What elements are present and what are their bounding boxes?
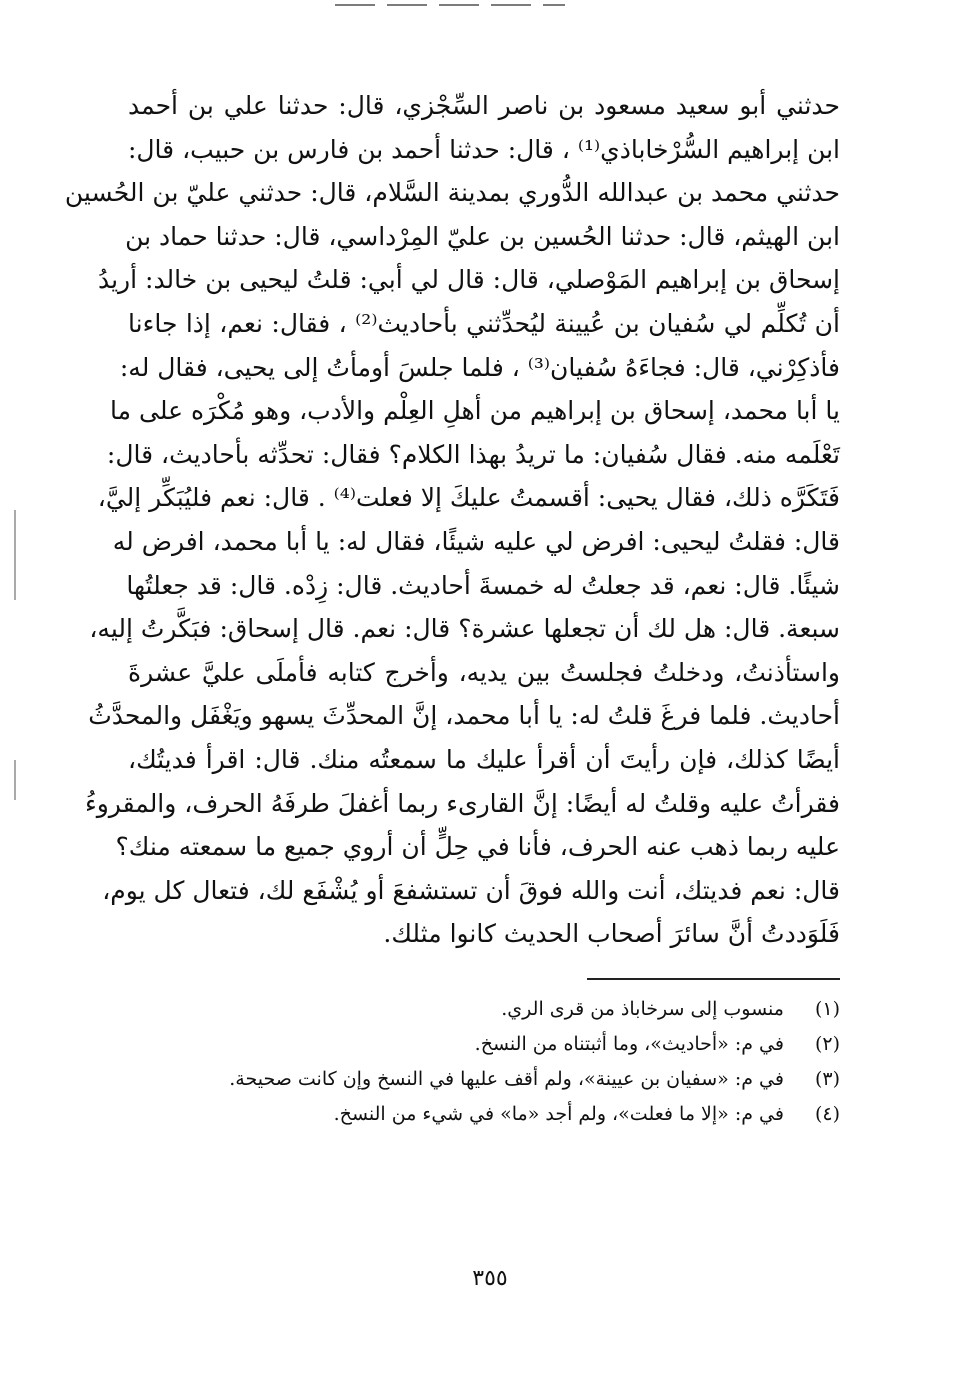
text-line: أن تُكلِّم لي سُفيان بن عُيينة ليُحدِّثني بأحاديث⁽²⁾ ، فقال: نعم، إذا جاءنا [128, 308, 840, 338]
text-line: قال: فقلتُ ليحيى: افرض لي عليه شيئًا، فقال له: يا أبا محمد، افرض له [112, 526, 840, 556]
footnote [128, 1097, 840, 1132]
scan-margin-mark [14, 510, 16, 600]
footnote-text: في م: «إلا ما فعلت»، ولم أجد «ما» في شيء من النسخ. [333, 1103, 784, 1125]
text-line: ابن الهيثم، قال: حدثنا الحُسين بن عليّ المِرْداسي، قال: حدثنا حماد بن [125, 221, 840, 251]
text-line: حدثني محمد بن عبدالله الدُّوري بمدينة السَّلام، قال: حدثني عليّ بن الحُسين [64, 178, 840, 208]
text-line: فَلَوَددتُ أنَّ سائرَ أصحاب الحديث كانوا مثلك. [383, 919, 840, 949]
main-text [64, 84, 840, 956]
text-line: يا أبا محمد، إسحاق بن إبراهيم من أهلِ العِلْم والأدب، وهو مُكْرَه على ما [110, 396, 840, 426]
text-line: أحاديث. فلما فرغَ قلتُ له: يا أبا محمد، إنَّ المحدِّثَ يسهو ويَغْفَل والمحدَّثُ [88, 701, 840, 731]
footnote-number: (٤) [814, 1103, 840, 1125]
text-line: فأذكِرْني، قال: فجاءَهُ سُفيان⁽³⁾ ، فلما جلسَ أومأتُ إلى يحيى، فقال له: [119, 352, 840, 382]
footnote [128, 1062, 840, 1097]
text-line: حدثني أبو سعيد مسعود بن ناصر السِّجْزي، قال: حدثنا علي بن أحمد [128, 91, 840, 120]
text-line: تَعْلَمه منه. فقال سُفيان: ما تريدُ بهذا الكلام؟ فقال: تحدِّثه بأحاديث، قال: [106, 439, 840, 469]
footnote-separator [587, 978, 840, 980]
footnote-number: (١) [814, 998, 840, 1020]
footnote-number: (٣) [814, 1068, 840, 1090]
text-line: قال: نعم فديتك، أنت والله فوقَ أن تستشفعَ أو يُشْفَع لك، فتعال كل يوم، [102, 875, 840, 905]
footnote-number: (٢) [814, 1033, 840, 1055]
footnote-text: منسوب إلى سرخاباذ من قرى الري. [501, 998, 784, 1020]
text-line: عليه ربما ذهب عنه الحرف، فأنا في حِلٍّ أن أروي جميع ما سمعته منك؟ [115, 832, 840, 862]
header-rule [335, 4, 565, 6]
text-line: أيضًا كذلك، فإن رأيتَ أن أقرأ عليك ما سمعتُه منك. قال: اقرأ فديتُك، [128, 744, 840, 774]
text-line: شيئًا. قال: نعم، قد جعلتُ له خمسةَ أحاديث. قال: زِدْه. قال: قد جعلتُها [126, 570, 840, 600]
text-line: سبعة. قال: هل لك أن تجعلها عشرة؟ قال: نعم. قال إسحاق: فبَكَّرتُ إليه، [89, 614, 840, 644]
footnotes [128, 992, 840, 1132]
text-line: إسحاق بن إبراهيم المَوْصلي، قال: قال لي أبي: قلتُ ليحيى بن خالد: أريدُ [97, 265, 840, 295]
text-line: فَتَكَرَّه ذلك، فقال يحيى: أقسمتُ عليكَ إلا فعلت⁽⁴⁾ . قال: نعم فليُبَكِّر إليَّ، [97, 483, 840, 513]
scan-margin-mark [14, 760, 16, 800]
text-line: ابن إبراهيم السُّرْخاباذي⁽¹⁾ ، قال: حدثنا أحمد بن فارس بن حبيب، قال: [127, 134, 840, 164]
text-line: واستأذنتُ، ودخلتُ فجلستُ بين يديه، وأخرج كتابه فأملَى عليَّ عشرةَ [128, 657, 840, 687]
text-line: فقرأتُ عليه وقلتُ له أيضًا: إنَّ القارىء ربما أغفلَ طرفَهُ الحرف، والمقروءُ [84, 788, 840, 818]
page-number: ٣٥٥ [472, 1266, 508, 1291]
footnote [128, 1027, 840, 1062]
footnote-text: في م: «سفيان بن عيينة»، ولم أقف عليها في النسخ وإن كانت صحيحة. [229, 1068, 784, 1090]
footnote [128, 992, 840, 1027]
footnote-text: في م: «أحاديث»، وما أثبتناه من النسخ. [474, 1033, 784, 1055]
